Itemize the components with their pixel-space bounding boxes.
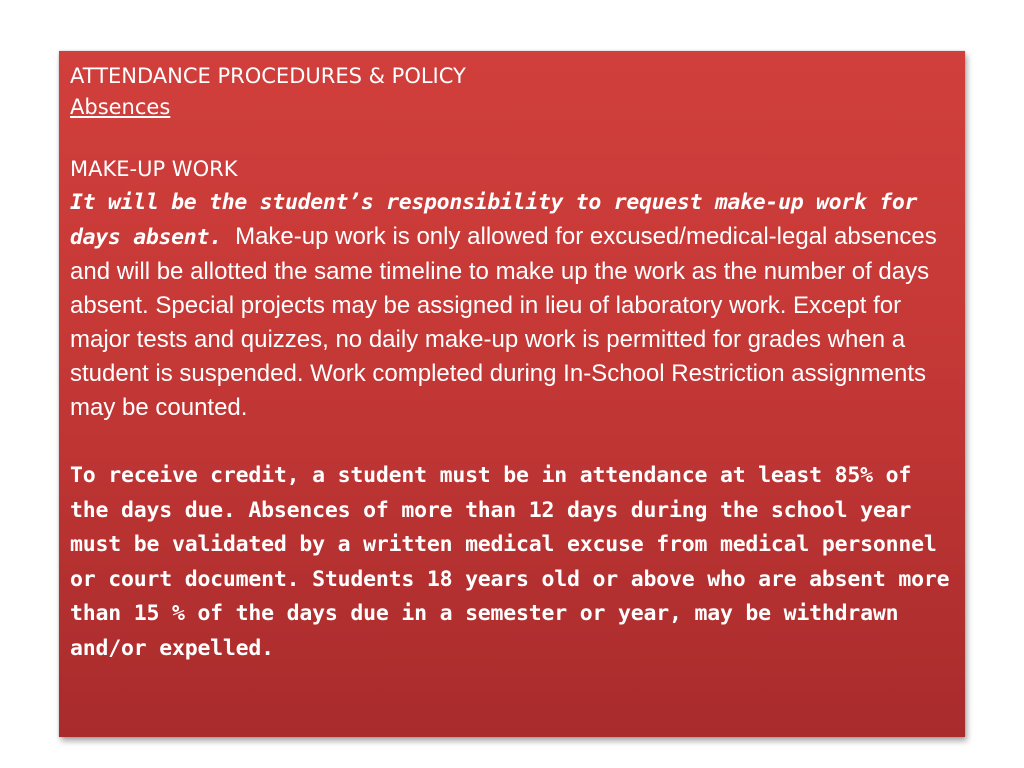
slide-subtitle: Absences xyxy=(70,95,171,119)
spacer xyxy=(70,123,953,154)
makeup-work-body: Make-up work is only allowed for excused/medical-legal absences and will be allotted the same timeline to make up the work as the number of days absent. Special projects may be assigned in lieu of laboratory work. Except for major tests and quizzes, no daily make-up work is permitted for grades when a student is suspended. Work completed during In-School Restriction assignments may be counted. xyxy=(70,223,937,421)
content-box xyxy=(59,51,965,737)
credit-paragraph: To receive credit, a student must be in attendance at least 85% of the days due. Absences of more than 12 days during the school year must be validated by a written medical excuse from medical personnel or court document. Students 18 years old or above who are absent more than 15 % of the days due in a semester or year, may be withdrawn and/or expelled. xyxy=(70,463,950,661)
slide-title: ATTENDANCE PROCEDURES & POLICY xyxy=(70,64,466,88)
makeup-work-paragraph xyxy=(70,185,953,425)
paragraph-gap xyxy=(70,425,953,459)
section-heading: MAKE-UP WORK xyxy=(70,157,238,181)
makeup-work-emphasis: It will be the student’s responsibility to request make-up work for days absent. xyxy=(70,190,918,250)
